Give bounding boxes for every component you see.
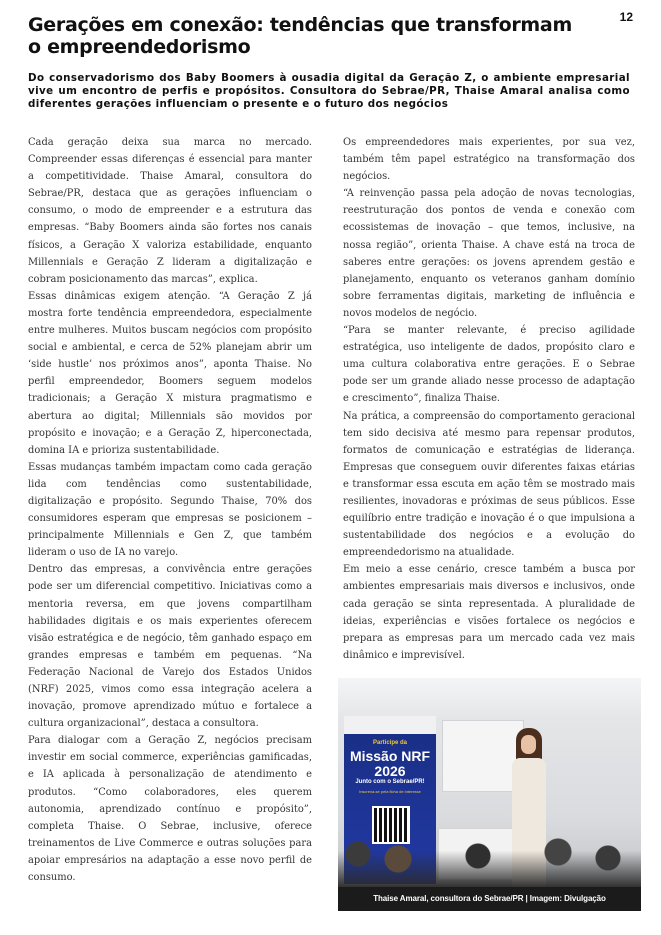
speaker-face: [521, 735, 536, 754]
article-photo: [338, 678, 641, 911]
banner-line-4: Inscreva-se pela ficha de interesse: [359, 789, 421, 794]
article-title: Gerações em conexão: tendências que transformam o empreendedorismo: [28, 14, 572, 58]
photo-window: [338, 678, 641, 718]
audience: [338, 834, 641, 889]
banner-line-2: Missão NRF 2026: [349, 748, 431, 779]
paragraph: Essas dinâmicas exigem atenção. “A Geração Z já mostra forte tendência empreendedora, especialmente entre mulheres. Muitos buscam negócios com propósito social e ambiental, e cerca de 52% planejam abrir um ‘side hustle’ nos próximos anos”, aponta Thaise. No perfil empreendedor, Boomers seguem modelos tradicionais; a Geração X mistura pragmatismo e abertura ao digital; Millennials são movidos por propósito e inovação; e a Geração Z, hiperconectada, domina IA e prioriza sustentabilidade.: [28, 290, 312, 456]
right-column: [343, 134, 635, 664]
paragraph: “A reinvenção passa pela adoção de novas tecnologias, reestruturação dos pontos de venda e conexão com ecossistemas de inovação – que temos, inclusive, na nossa região”, orienta Thaise. A chave está na troca de saberes entre gerações: os jovens aprendem gestão e planejamento, enquanto os veteranos ganham domínio sobre ferramentas digitais, marketing de influência e novos modelos de negócio.: [343, 188, 635, 319]
paragraph: Em meio a esse cenário, cresce também a busca por ambientes empresariais mais diversos e inclusivos, onde cada geração se sinta representada. A pluralidade de ideias, experiências e visões fortalece os negócios e prepara as empresas para um mercado cada vez mais dinâmico e imprevisível.: [343, 564, 635, 661]
paragraph: Na prática, a compreensão do comportamento geracional tem sido decisiva até mesmo para repensar produtos, formatos de comunicação e estratégias de liderança. Empresas que conseguem ouvir diferentes faixas etárias e transformar essa escuta em ação têm se mostrado mais resilientes, inovadoras e próximas de seus públicos. Esse equilíbrio entre tradição e inovação é o que impulsiona a sustentabilidade dos negócios e a evolução do empreendedorismo na atualidade.: [343, 410, 635, 559]
paragraph: Cada geração deixa sua marca no mercado. Compreender essas diferenças é essencial para manter a competitividade. Thaise Amaral, consultora do Sebrae/PR, destaca que as gerações influenciam o consumo, o modo de empreender e a estrutura das empresas. “Baby Boomers ainda são fortes nos canais físicos, a Geração X valoriza estabilidade, enquanto Millennials e Geração Z lideram a digitalização e cobram posicionamento das marcas”, explica.: [28, 137, 312, 285]
paragraph: Dentro das empresas, a convivência entre gerações pode ser um diferencial competitivo. Iniciativas como a mentoria reversa, em que jovens compartilham habilidades digitais e os mais experientes oferecem visão estratégica e de negócio, têm ganhado espaço em grandes empresas e também em pequenas. “Na Federação Nacional de Varejo dos Estados Unidos (NRF) 2025, vimos como essa integração acelera a inovação, promove aprendizado mútuo e fortalece a cultura organizacional”, destaca a consultora.: [28, 564, 312, 730]
banner-line-3: Junto com o Sebrae/PR!: [355, 779, 425, 785]
paragraph: Os empreendedores mais experientes, por sua vez, também têm papel estratégico na transformação dos negócios.: [343, 137, 635, 183]
banner-line-1: Participe da: [372, 740, 407, 746]
page-number: 12: [619, 10, 633, 24]
photo-caption: Thaise Amaral, consultora do Sebrae/PR | Imagem: Divulgação: [338, 887, 641, 911]
paragraph: Essas mudanças também impactam como cada geração lida com tendências como sustentabilidade, digitalização e propósito. Segundo Thaise, 70% dos consumidores esperam que empresas se posicionem – principalmente Millennials e Gen Z, que também lideram o uso de IA no varejo.: [28, 461, 312, 559]
article-subtitle: Do conservadorismo dos Baby Boomers à ousadia digital da Geração Z, o ambiente empresarial vive um encontro de perfis e propósitos. Consultora do Sebrae/PR, Thaise Amaral analisa como diferentes gerações influenciam o presente e o futuro dos negócios: [28, 72, 630, 110]
paragraph: “Para se manter relevante, é preciso agilidade estratégica, uso inteligente de dados, propósito claro e uma cultura colaborativa entre gerações. E o Sebrae pode ser um grande aliado nesse processo de adaptação e crescimento”, finaliza Thaise.: [343, 325, 635, 405]
left-column: [28, 134, 312, 886]
paragraph: Para dialogar com a Geração Z, negócios precisam investir em social commerce, experiências gamificadas, e IA aplicada à personalização de atendimento e produtos. “Como colaboradores, eles querem autonomia, aprendizado contínuo e propósito”, completa Thaise. O Sebrae, inclusive, oferece treinamentos de Live Commerce e outras soluções para apoiar empresários na adaptação a esse novo perfil de consumo.: [28, 735, 312, 884]
